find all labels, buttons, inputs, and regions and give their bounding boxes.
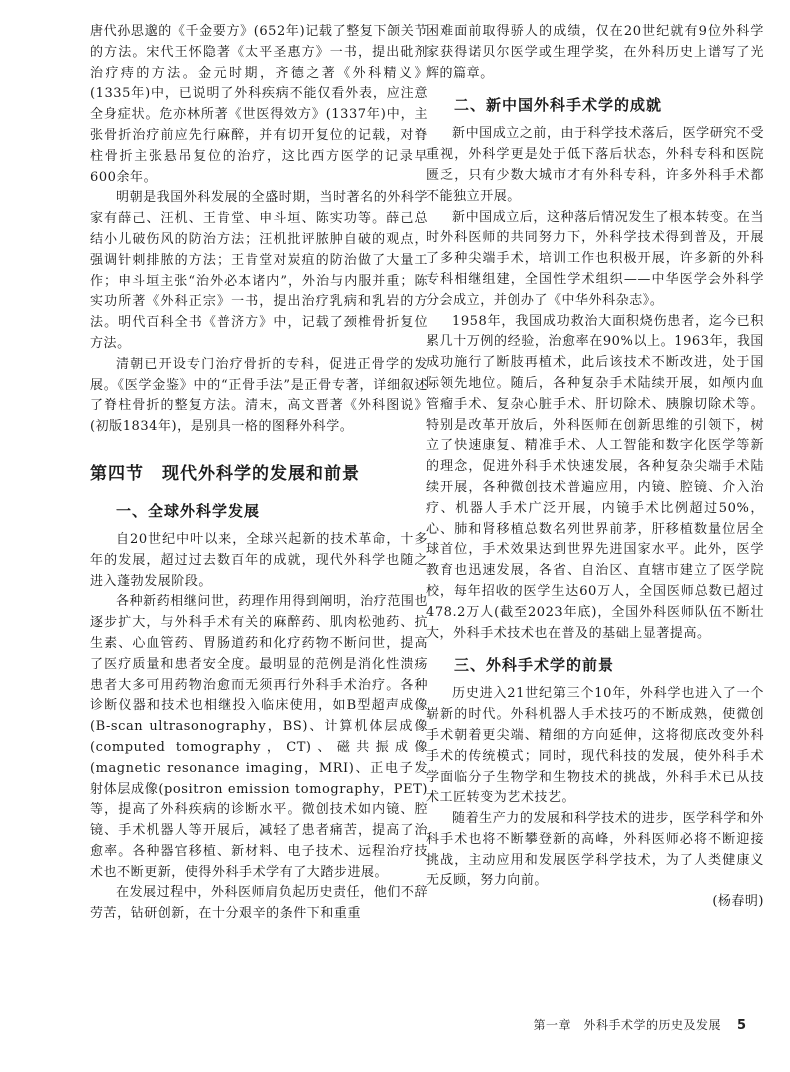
paragraph-surgeon-responsibility: 在发展过程中，外科医师肩负起历史责任，他们不辞劳苦，钻研创新，在十分艰辛的条件下和重重 [90,885,428,922]
paragraph-achievements: 1958年，我国成功救治大面积烧伤患者，迄今已积累几十万例的经验，治愈率在90%以上。1963年，我国成功施行了断肢再植术，此后该技术不断改进，处于国际领先地位。随后，各种复杂手术陆续开展，如颅内血管瘤手术、复杂心脏手术、肝切除术、胰腺切除术等。特别是改革开放后，外科医师在创新思维的引领下，树立了快速康复、精准手术、人工智能和数字化医学等新的理念，促进外科手术快速发展，各种复杂尖端手术陆续开展，各种微创技术普遍应用，内镜、腔镜、介入治疗、机器人手术广泛开展，内镜手术比例超过50%，心、肺和肾移植总数名列世界前茅，肝移植数量位居全球首位，手术效果达到世界先进国家水平。此外，医学教育也迅速发展，各省、自治区、直辖市建立了医学院校，每年招收的医学生达60万人，全国医师总数已超过478.2万人(截至2023年底)，全国外科医师队伍不断壮大，外科手术技术也在普及的基础上显著提高。 [426,313,764,641]
paragraph-before-founding: 新中国成立之前，由于科学技术落后，医学研究不受重视，外科学更是处于低下落后状态，外科专科和医院匮乏，只有少数大城市才有外科专科，许多外科手术都不能独立开展。 [426,126,764,204]
paragraph-nobel-continuation: 困难面前取得骄人的成绩，仅在20世纪就有9位外科学家获得诺贝尔医学或生理学奖，在外科历史上谱写了光辉的篇章。 [426,24,764,81]
paragraph-new-drugs: 各种新药相继问世，药理作用得到阐明，治疗范围也逐步扩大，与外科手术有关的麻醉药、肌肉松弛药、抗生素、心血管药、胃肠道药和化疗药物不断问世，提高了医疗质量和患者安全度。最明显的范例是消化性溃疡患者大多可用药物治愈而无须再行外科手术治疗。各种诊断仪器和技术也相继投入临床使用，如B型超声成像(B-scan ultrasonography，BS)、计算机体层成像(computed tomography，CT)、磁共振成像(magnetic resonance imaging，MRI)、正电子发射体层成像(positron emission tomography，PET)等，提高了外科疾病的诊断水平。微创技术如内镜、腔镜、手术机器人等开展后，减轻了患者痛苦，提高了治愈率。各种器官移植、新材料、电子技术、远程治疗技术也不断更新，使得外科手术学有了大踏步进展。 [90,594,428,880]
paragraph-tech-revolution: 自20世纪中叶以来，全球兴起新的技术革命，十多年的发展，超过过去数百年的成就，现代外科学也随之进入蓬勃发展阶段。 [90,531,428,589]
author-signature: (杨春明) [712,894,764,910]
paragraph-ming-dynasty: 明朝是我国外科发展的全盛时期，当时著名的外科学家有薛己、汪机、王肯堂、申斗垣、陈实功等。薛己总结小儿破伤风的防治方法；汪机批评脓肿自破的观点，强调针刺排脓的方法；王肯堂对炭疽的防治做了大量工作；申斗垣主张“治外必本诸内”，外治与内服并重；陈实功所著《外科正宗》一书，提出治疗乳病和乳岩的方法。明代百科全书《普济方》中，记载了颈椎骨折复位方法。 [90,190,428,351]
paragraph-21st-century: 历史进入21世纪第三个10年，外科学也进入了一个崭新的时代。外科机器人手术技巧的不断成熟，使微创手术朝着更尖端、精细的方向延伸，这将彻底改变外科手术的传统模式；同时，现代科技的发展，使外科手术学面临分子生物学和生物技术的挑战，外科手术已从技术工匠转变为艺术技艺。 [426,686,764,806]
page-number: 5 [736,1018,746,1033]
subheading-global-surgery: 一、全球外科学发展 [116,501,261,520]
paragraph-future: 随着生产力的发展和科学技术的进步，医学科学和外科手术也将不断攀登新的高峰，外科医师必将不断迎接挑战，主动应用和发展医学科学技术，为了人类健康义无反顾，努力向前。 [426,811,764,889]
section-heading: 第四节 现代外科学的发展和前景 [90,463,360,484]
subheading-new-china: 二、新中国外科手术学的成就 [454,96,663,115]
left-column [90,22,428,925]
subheading-prospects: 三、外科手术学的前景 [454,656,615,675]
paragraph-after-founding: 新中国成立后，这种落后情况发生了根本转变。在当时外科医师的共同努力下，外科学技术得到普及，开展了多种尖端手术，培训工作也积极开展，许多新的外科专科相继组建，全国性学术组织——中华医学会外科学分会成立，并创办了《中华外科杂志》。 [426,209,764,308]
paragraph-tang-song-yuan: 唐代孙思邈的《千金要方》(652年)记载了整复下颌关节的方法。宋代王怀隐著《太平圣惠方》一书，提出砒剂治疗痔的方法。金元时期，齐德之著《外科精义》(1335年)中，已说明了外科疾病不能仅看外表，应注意全身症状。危亦林所著《世医得效方》(1337年)中，主张骨折治疗前应先行麻醉，并有切开复位的记载，对脊柱骨折主张悬吊复位的治疗，这比西方医学的记录早600余年。 [90,24,428,185]
paragraph-qing-dynasty: 清朝已开设专门治疗骨折的专科，促进正骨学的发展。《医学金鉴》中的“正骨手法”是正骨专著，详细叙述了脊柱骨折的整复方法。清末，高文晋著《外科图说》(初版1834年)，是别具一格的图释外科学。 [90,356,428,435]
page-footer [400,1016,746,1033]
footer-chapter-title: 第一章 外科手术学的历史及发展 [533,1018,721,1032]
right-column [426,22,764,913]
